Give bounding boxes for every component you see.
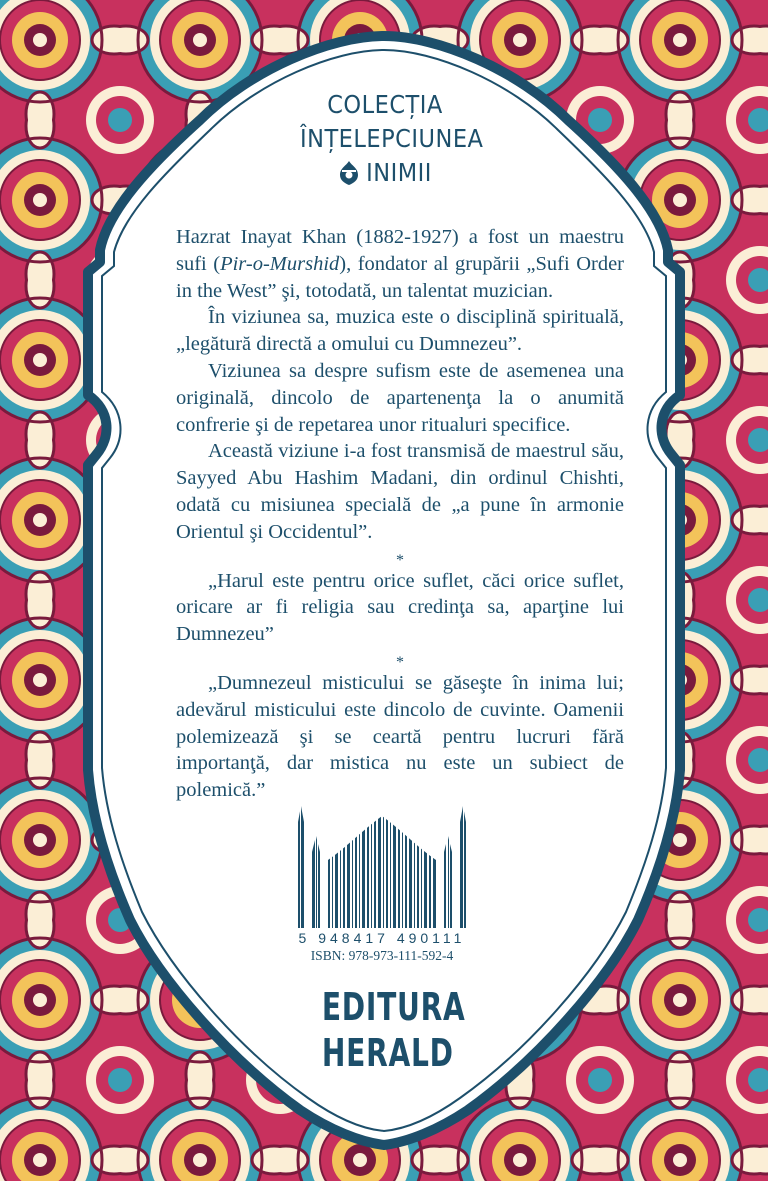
paragraph-music-vision: În viziunea sa, muzica este o disciplină spirituală, „legătură directă a omului cu Dumnezeu”. — [176, 306, 624, 356]
publisher-line-2: HERALD — [321, 1031, 454, 1075]
publisher-line-1: EDITURA — [321, 985, 466, 1029]
series-title-line-2: ÎNȚELEPCIUNEA — [300, 124, 484, 153]
series-title-line-3-row — [338, 156, 432, 190]
quote-grace: „Harul este pentru orice suflet, căci orice suflet, oricare ar fi religia sau credinţa sa, aparţine lui Dumnezeu” — [176, 569, 624, 646]
series-title-line-3: INIMII — [366, 158, 432, 187]
intro-text-b: ), fondator al grupării „Sufi Order in the West” şi, totodată, un talentat muzician. — [176, 252, 624, 302]
separator-star-1: * — [396, 551, 404, 569]
publisher-name — [321, 984, 466, 1076]
paragraph-transmission: Această viziune i-a fost transmisă de maestrul său, Sayyed Abu Hashim Madani, din ordinul Chishti, odată cu misiunea specială de „a pune în armonie Orientul şi Occidentul”. — [176, 440, 624, 543]
paragraph-intro — [176, 224, 624, 304]
paragraph-sufism-vision: Viziunea sa despre sufism este de asemenea una originală, dincolo de apartenenţa la o anumită confrerie şi de repetarea unor ritualuri specifice. — [176, 359, 624, 436]
isbn-number: ISBN: 978-973-111-592-4 — [310, 948, 454, 963]
intro-italic-title: Pir-o-Murshid — [220, 252, 340, 275]
barcode-digits: 5 948417 490111 — [298, 930, 466, 946]
quote-mystic: „Dumnezeul misticului se găseşte în inima lui; adevărul misticului este dincolo de cuvinte. Oamenii polemizează şi se ceartă pentru lucruri fără importanţă, dar mistica nu este un subiect de polemică.” — [176, 671, 624, 802]
series-title-line-1: COLECȚIA — [327, 90, 443, 119]
lotus-ornament-icon — [338, 160, 360, 186]
separator-star-2: * — [396, 653, 404, 671]
intro-text-a: Hazrat Inayat Khan (1882-1927) a fost un maestru sufi ( — [176, 226, 624, 275]
back-cover-blurb — [176, 224, 624, 804]
series-title — [300, 88, 484, 195]
